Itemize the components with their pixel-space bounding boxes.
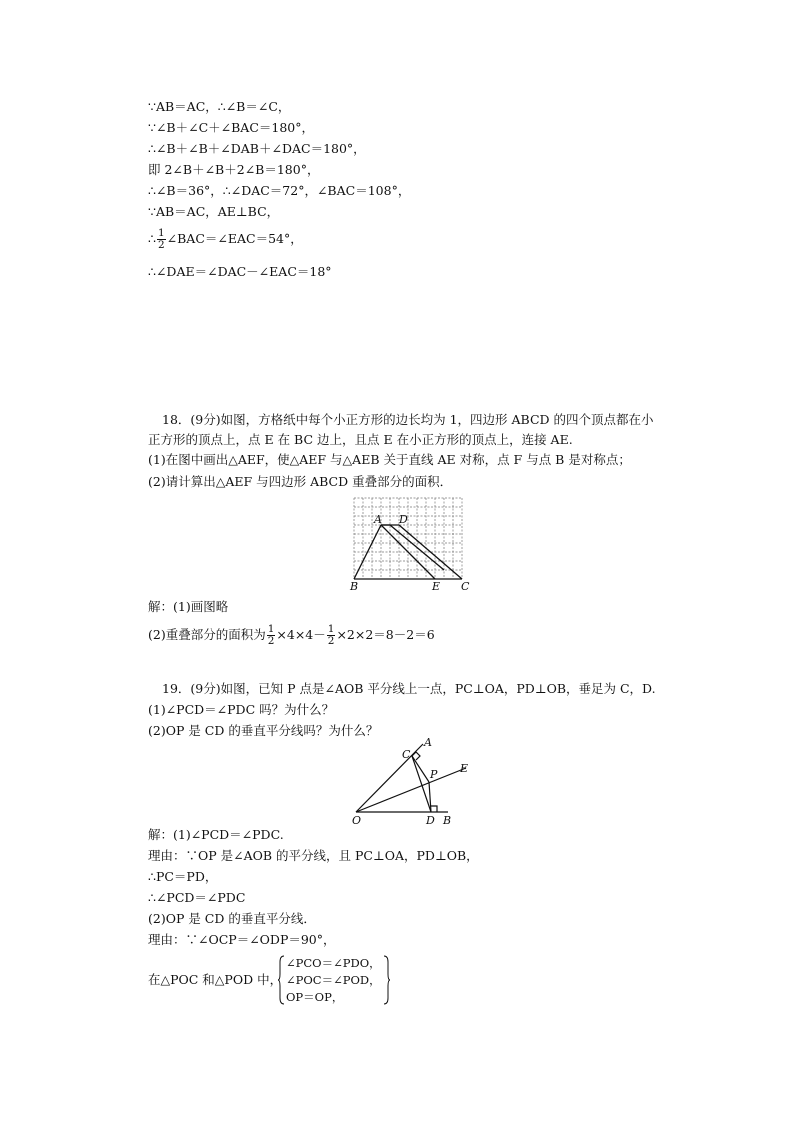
q19-solution-7: 在△POC 和△POD 中， <box>148 972 283 987</box>
fraction-numerator: 1 <box>157 227 165 239</box>
fraction-denominator: 2 <box>327 635 335 647</box>
q18-solution-2 <box>148 624 435 647</box>
solution-line-8: ∴∠DAE＝∠DAC－∠EAC＝18° <box>148 264 332 279</box>
solution-line-3: ∴∠B＋∠B＋∠DAB＋∠DAC＝180°， <box>148 141 366 156</box>
label-C: C <box>461 580 470 593</box>
q19-solution-2: 理由：∵OP 是∠AOB 的平分线，且 PC⊥OA，PD⊥OB， <box>148 848 479 863</box>
solution-line-6: ∵AB＝AC，AE⊥BC， <box>148 204 280 219</box>
q18-stem-line-2: 正方形的顶点上，点 E 在 BC 边上，且点 E 在小正方形的顶点上，连接 AE. <box>148 432 573 447</box>
label-B: B <box>350 580 359 593</box>
grid-diagram <box>346 494 476 594</box>
label-A: A <box>374 513 382 526</box>
q19-stem-line-1: 19．(9分)如图，已知 P 点是∠AOB 平分线上一点，PC⊥OA，PD⊥OB，垂足为 C，D. <box>162 681 656 696</box>
q18-part-2: (2)请计算出△AEF 与四边形 ABCD 重叠部分的面积． <box>148 474 453 489</box>
solution-line-7 <box>148 228 303 251</box>
solution-line-4: 即 2∠B＋∠B＋2∠B＝180°， <box>148 162 320 177</box>
q18-part-1: (1)在图中画出△AEF，使△AEF 与△AEB 关于直线 AE 对称，点 F 与点 B 是对称点； <box>148 452 631 467</box>
solution-line-5: ∴∠B＝36°，∴∠DAC＝72°，∠BAC＝108°， <box>148 183 411 198</box>
q19-angle-figure <box>348 734 478 832</box>
equation-row-3: OP＝OP， <box>286 990 344 1004</box>
q19-solution-3: ∴PC＝PD， <box>148 869 218 884</box>
q19-part-1: (1)∠PCD＝∠PDC 吗？为什么？ <box>148 702 335 717</box>
fraction-denominator: 2 <box>267 635 275 647</box>
label-O: O <box>352 814 362 827</box>
fraction-half <box>327 624 336 647</box>
label-E: E <box>432 580 441 593</box>
equation-row-1: ∠PCO＝∠PDO， <box>286 956 381 970</box>
solution-line-1: ∵AB＝AC，∴∠B＝∠C， <box>148 99 291 114</box>
q18-solution-2-prefix: (2)重叠部分的面积为 <box>148 627 266 642</box>
angle-bisector-diagram <box>348 734 478 828</box>
label-C: C <box>402 748 411 761</box>
therefore-symbol: ∴ <box>148 231 156 246</box>
q19-solution-1: 解：(1)∠PCD＝∠PDC. <box>148 827 284 842</box>
fraction-numerator: 1 <box>327 623 335 635</box>
q19-solution-4: ∴∠PCD＝∠PDC <box>148 890 246 905</box>
solution-line-2: ∵∠B＋∠C＋∠BAC＝180°， <box>148 120 315 135</box>
fraction-numerator: 1 <box>267 623 275 635</box>
fraction-denominator: 2 <box>157 239 165 251</box>
q18-solution-2-end: ×2×2＝8－2＝6 <box>336 627 435 642</box>
q19-solution-5: (2)OP 是 CD 的垂直平分线． <box>148 911 316 926</box>
q19-solution-6: 理由：∵∠OCP＝∠ODP＝90°， <box>148 932 336 947</box>
q19-part-2: (2)OP 是 CD 的垂直平分线吗？为什么？ <box>148 723 379 738</box>
q18-solution-1: 解：(1)画图略 <box>148 599 229 614</box>
fraction-half <box>157 228 166 251</box>
equation-row-2: ∠POC＝∠POD， <box>286 973 381 987</box>
q18-solution-2-mid: ×4×4－ <box>276 627 326 642</box>
label-D: D <box>426 814 435 827</box>
equation-system <box>278 954 390 1006</box>
label-A: A <box>424 736 432 749</box>
q18-grid-figure <box>346 494 476 598</box>
label-E: E <box>460 762 469 775</box>
q18-stem-line-1: 18．(9分)如图，方格纸中每个小正方形的边长均为 1，四边形 ABCD 的四个顶点都在小 <box>162 412 654 427</box>
label-P: P <box>430 768 438 781</box>
label-D: D <box>399 513 408 526</box>
fraction-half <box>267 624 276 647</box>
solution-line-7-text: ∠BAC＝∠EAC＝54°， <box>166 231 303 246</box>
label-B: B <box>443 814 452 827</box>
